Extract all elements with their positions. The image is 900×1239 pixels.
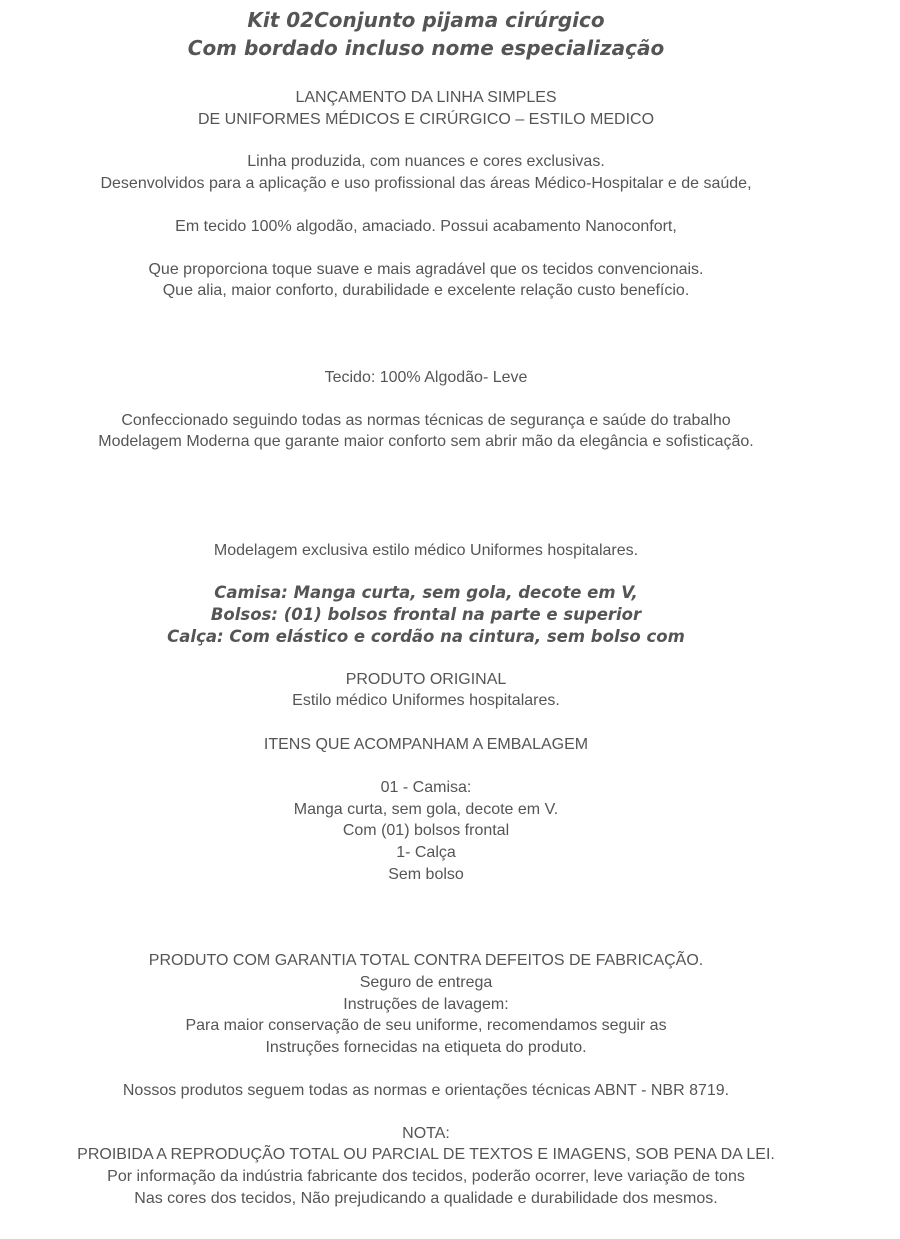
package-item: 01 - Camisa: xyxy=(380,778,472,796)
note-line-1: NOTA: xyxy=(402,1124,450,1142)
product-title-line-2: Com bordado incluso nome especialização xyxy=(187,36,665,60)
original-line-2: Estilo médico Uniformes hospitalares. xyxy=(292,692,560,710)
intro-line-2: Desenvolvidos para a aplicação e uso profissional das áreas Médico-Hospitalar e de saúde, xyxy=(100,175,752,193)
package-item: Com (01) bolsos frontal xyxy=(342,822,510,840)
note-line-3: Por informação da indústria fabricante dos tecidos, poderão ocorrer, leve variação de tons xyxy=(107,1167,745,1185)
package-item: Manga curta, sem gola, decote em V. xyxy=(293,800,559,818)
warranty-line-5: Instruções fornecidas na etiqueta do produto. xyxy=(265,1039,587,1057)
abnt-paragraph xyxy=(0,1080,852,1102)
benefits-paragraph xyxy=(0,259,852,302)
fabric-spec xyxy=(0,367,852,389)
fabric-spec-line: Tecido: 100% Algodão- Leve xyxy=(324,368,528,386)
feature-pockets: Bolsos: (01) bolsos frontal na parte e superior xyxy=(210,604,642,624)
modeling-paragraph xyxy=(0,540,852,562)
original-paragraph xyxy=(0,669,852,712)
package-items xyxy=(0,777,852,886)
benefits-line-1: Que proporciona toque suave e mais agradável que os tecidos convencionais. xyxy=(148,260,704,278)
original-line-1: PRODUTO ORIGINAL xyxy=(345,670,507,688)
product-title-line-1: Kit 02Conjunto pijama cirúrgico xyxy=(247,8,605,32)
fabric-description xyxy=(0,216,852,238)
norms-paragraph xyxy=(0,410,852,453)
warranty-paragraph xyxy=(0,950,852,1059)
feature-pants: Calça: Com elástico e cordão na cintura, sem bolso com xyxy=(167,626,685,646)
intro-line-1: Linha produzida, com nuances e cores exclusivas. xyxy=(247,153,605,171)
warranty-line-2: Seguro de entrega xyxy=(359,974,493,992)
norms-line-1: Confeccionado seguindo todas as normas técnicas de segurança e saúde do trabalho xyxy=(121,411,731,429)
package-item: 1- Calça xyxy=(396,843,456,861)
norms-line-2: Modelagem Moderna que garante maior conforto sem abrir mão da elegância e sofisticação. xyxy=(98,433,754,451)
launch-paragraph xyxy=(0,87,852,130)
note-line-4: Nas cores dos tecidos, Não prejudicando a qualidade e durabilidade dos mesmos. xyxy=(134,1189,718,1207)
note-paragraph xyxy=(0,1123,852,1210)
benefits-line-2: Que alia, maior conforto, durabilidade e excelente relação custo benefício. xyxy=(162,282,690,300)
note-line-2: PROIBIDA A REPRODUÇÃO TOTAL OU PARCIAL DE TEXTOS E IMAGENS, SOB PENA DA LEI. xyxy=(77,1146,775,1164)
intro-paragraph xyxy=(0,151,852,194)
warranty-line-3: Instruções de lavagem: xyxy=(343,995,509,1013)
features-list xyxy=(0,582,852,648)
fabric-description-line: Em tecido 100% algodão, amaciado. Possui acabamento Nanoconfort, xyxy=(175,217,677,235)
abnt-line: Nossos produtos seguem todas as normas e orientações técnicas ABNT - NBR 8719. xyxy=(122,1081,730,1099)
modeling-line: Modelagem exclusiva estilo médico Uniformes hospitalares. xyxy=(213,542,639,560)
product-title xyxy=(0,0,852,62)
warranty-line-1: PRODUTO COM GARANTIA TOTAL CONTRA DEFEITOS DE FABRICAÇÃO. xyxy=(148,952,704,970)
package-item: Sem bolso xyxy=(388,865,464,883)
package-heading xyxy=(0,734,852,756)
launch-line-1: LANÇAMENTO DA LINHA SIMPLES xyxy=(295,89,557,106)
launch-line-2: DE UNIFORMES MÉDICOS E CIRÚRGICO – ESTILO MEDICO xyxy=(197,110,655,128)
package-heading-line: ITENS QUE ACOMPANHAM A EMBALAGEM xyxy=(263,736,589,754)
warranty-line-4: Para maior conservação de seu uniforme, recomendamos seguir as xyxy=(185,1017,667,1035)
feature-shirt: Camisa: Manga curta, sem gola, decote em V, xyxy=(214,582,638,602)
